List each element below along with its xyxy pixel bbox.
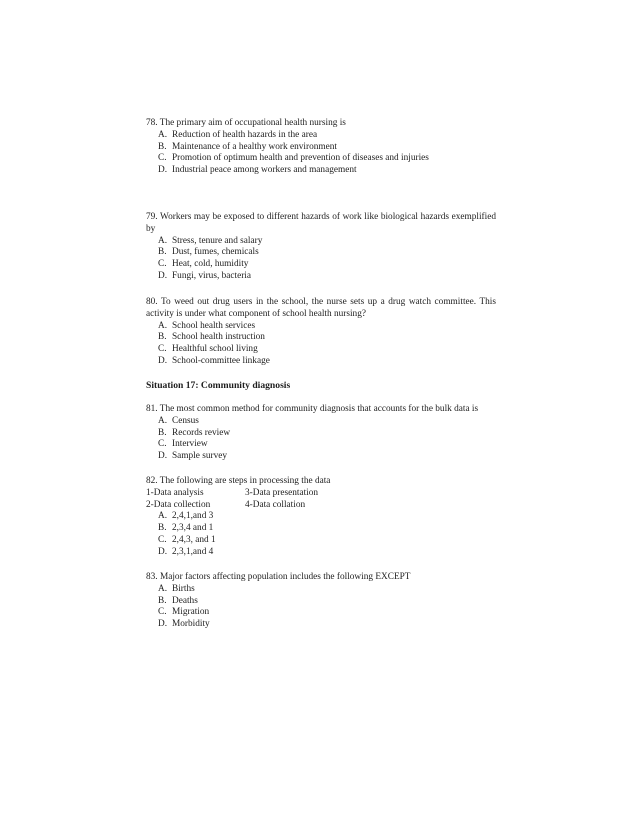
option-b: [146, 428, 496, 440]
option-text: Interview: [172, 439, 208, 450]
option-text: Births: [172, 583, 195, 594]
option-text: Deaths: [172, 595, 198, 606]
option-a: [146, 321, 496, 333]
option-text: Reduction of health hazards in the area: [172, 129, 318, 140]
option-d: [146, 165, 496, 177]
question-stem: 78. The primary aim of occupational health nursing is: [146, 118, 346, 128]
option-text: School-committee linkage: [172, 355, 270, 366]
question-stem: 82. The following are steps in processing the data: [146, 476, 331, 486]
option-list: [146, 236, 496, 283]
option-letter: C.: [158, 153, 167, 164]
option-list: [146, 416, 496, 463]
steps-list: [146, 488, 496, 512]
option-d: [146, 547, 496, 559]
option-text: School health instruction: [172, 332, 265, 343]
option-c: [146, 344, 496, 356]
situation-heading: Situation 17: Community diagnosis: [146, 380, 291, 391]
option-text: Morbidity: [172, 619, 210, 630]
option-a: [146, 416, 496, 428]
question-stem: 80. To weed out drug users in the school, the nurse sets up a drug watch committee. This activity is under what component of school health nursing?: [146, 297, 496, 319]
option-letter: D.: [158, 355, 168, 366]
option-letter: B.: [158, 247, 167, 258]
option-letter: A.: [158, 415, 168, 426]
option-text: Migration: [172, 607, 210, 618]
option-list: [146, 130, 496, 177]
option-text: School health services: [172, 320, 256, 331]
option-letter: A.: [158, 129, 168, 140]
option-text: 2,3,4 and 1: [172, 523, 214, 534]
option-letter: D.: [158, 546, 168, 557]
option-letter: C.: [158, 344, 167, 355]
option-letter: B.: [158, 595, 167, 606]
option-text: Dust, fumes, chemicals: [172, 247, 259, 258]
option-a: [146, 236, 496, 248]
option-letter: C.: [158, 439, 167, 450]
option-letter: B.: [158, 427, 167, 438]
option-b: [146, 523, 496, 535]
option-letter: A.: [158, 511, 168, 522]
question-83: [146, 572, 496, 631]
step-item: 3-Data presentation: [245, 487, 319, 498]
option-letter: C.: [158, 259, 167, 270]
option-letter: D.: [158, 619, 168, 630]
option-text: Promotion of optimum health and prevention of diseases and injuries: [172, 153, 429, 164]
option-text: Healthful school living: [172, 344, 258, 355]
question-stem: 79. Workers may be exposed to different hazards of work like biological hazards exemplified by: [146, 212, 496, 234]
question-82: [146, 476, 496, 559]
option-d: [146, 356, 496, 368]
option-letter: D.: [158, 451, 168, 462]
option-text: Sample survey: [172, 451, 227, 462]
option-letter: A.: [158, 583, 168, 594]
option-c: [146, 153, 496, 165]
question-80: [146, 297, 496, 368]
option-b: [146, 596, 496, 608]
option-a: [146, 511, 496, 523]
step-item: 4-Data collation: [245, 499, 306, 510]
option-text: Stress, tenure and salary: [172, 235, 263, 246]
option-a: [146, 130, 496, 142]
option-b: [146, 332, 496, 344]
option-text: Fungi, virus, bacteria: [172, 270, 252, 281]
option-text: 2,3,1,and 4: [172, 546, 214, 557]
option-letter: C.: [158, 607, 167, 618]
option-text: Heat, cold, humidity: [172, 259, 249, 270]
option-c: [146, 259, 496, 271]
option-list: [146, 584, 496, 631]
option-letter: B.: [158, 332, 167, 343]
option-b: [146, 247, 496, 259]
option-letter: B.: [158, 523, 167, 534]
option-letter: D.: [158, 165, 168, 176]
option-b: [146, 142, 496, 154]
option-c: [146, 607, 496, 619]
question-81: [146, 404, 496, 463]
option-text: 2,4,1,and 3: [172, 511, 214, 522]
option-letter: A.: [158, 320, 168, 331]
option-list: [146, 321, 496, 368]
option-d: [146, 451, 496, 463]
option-list: [146, 511, 496, 558]
option-c: [146, 439, 496, 451]
option-letter: D.: [158, 270, 168, 281]
option-a: [146, 584, 496, 596]
question-stem: 83. Major factors affecting population includes the following EXCEPT: [146, 572, 411, 582]
option-c: [146, 535, 496, 547]
question-79: [146, 212, 496, 283]
option-d: [146, 619, 496, 631]
step-item: 1-Data analysis: [146, 487, 204, 498]
option-d: [146, 271, 496, 283]
option-text: Maintenance of a healthy work environment: [172, 141, 337, 152]
question-78: [146, 118, 496, 177]
option-letter: C.: [158, 534, 167, 545]
option-letter: B.: [158, 141, 167, 152]
option-text: Records review: [172, 427, 231, 438]
option-letter: A.: [158, 235, 168, 246]
option-text: 2,4,3, and 1: [172, 534, 216, 545]
option-text: Census: [172, 415, 199, 426]
question-stem: 81. The most common method for community diagnosis that accounts for the bulk data is: [146, 404, 479, 414]
option-text: Industrial peace among workers and management: [172, 165, 357, 176]
step-item: 2-Data collection: [146, 499, 211, 510]
